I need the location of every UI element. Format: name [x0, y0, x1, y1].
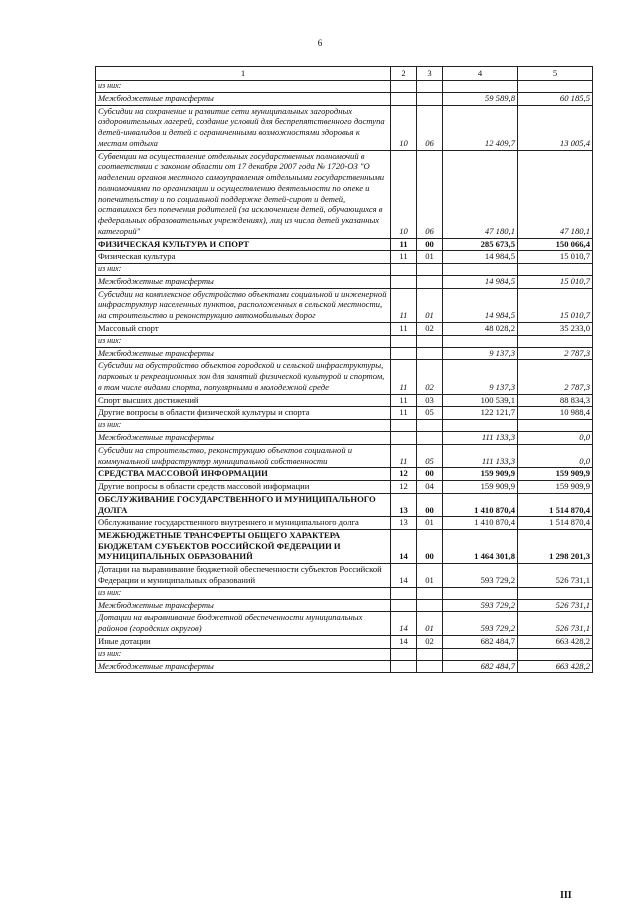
- row-value-2014-cell: 2 787,3: [518, 360, 593, 394]
- row-value-2013-cell: 682 484,7: [443, 660, 518, 673]
- row-subsection-cell: 00: [417, 468, 443, 481]
- table-row: [96, 517, 593, 530]
- row-section-cell: 14: [391, 529, 417, 563]
- table-row: [96, 347, 593, 360]
- row-value-2014-cell: 526 731,1: [518, 612, 593, 635]
- header-row: [96, 67, 593, 81]
- row-subsection-cell: 02: [417, 635, 443, 648]
- row-value-2013-cell: [443, 648, 518, 660]
- row-value-2014-cell: [518, 587, 593, 599]
- footer-mark: ІІІ: [560, 890, 572, 901]
- row-section-cell: 13: [391, 517, 417, 530]
- row-name-cell: Обслуживание государственного внутреннего и муниципального долга: [96, 517, 391, 530]
- row-name-cell: Субсидии на комплексное обустройство объектами социальной и инженерной инфраструктур населенных пунктов, расположенных в сельской местности, на строительство и реконструкцию автомобильных дорог: [96, 288, 391, 322]
- row-subsection-cell: 06: [417, 105, 443, 150]
- row-section-cell: 14: [391, 612, 417, 635]
- table-row: [96, 276, 593, 289]
- row-section-cell: 11: [391, 360, 417, 394]
- row-name-cell: Субсидии на строительство, реконструкцию объектов социальной и коммунальной инфраструктур муниципальной собственности: [96, 444, 391, 467]
- table-row: [96, 599, 593, 612]
- table-row: [96, 587, 593, 599]
- row-section-cell: 14: [391, 564, 417, 587]
- row-subsection-cell: [417, 599, 443, 612]
- row-section-cell: [391, 335, 417, 347]
- row-subsection-cell: 00: [417, 238, 443, 251]
- row-value-2013-cell: [443, 587, 518, 599]
- row-section-cell: 10: [391, 105, 417, 150]
- row-section-cell: 11: [391, 322, 417, 335]
- row-section-cell: 10: [391, 150, 417, 238]
- row-section-cell: [391, 648, 417, 660]
- row-subsection-cell: [417, 81, 443, 93]
- row-subsection-cell: [417, 276, 443, 289]
- row-section-cell: [391, 81, 417, 93]
- row-name-cell: Межбюджетные трансферты: [96, 660, 391, 673]
- row-name-cell: Субвенции на осуществление отдельных государственных полномочий в соответствии с законом области от 17 декабря 2007 года № 1720-ОЗ "О наделении органов местного самоуправления отдельными государственными полномочиями по организации и осуществлению деятельности по опеке и попечительству и по социальной поддержке детей-сирот и детей, оставшихся без попечения родителей (за исключением детей, обучающихся в федеральных образовательных учреждениях), лиц из числа детей указанных категорий": [96, 150, 391, 238]
- row-value-2014-cell: 663 428,2: [518, 660, 593, 673]
- row-value-2014-cell: 13 005,4: [518, 105, 593, 150]
- row-value-2014-cell: [518, 335, 593, 347]
- row-name-cell: из них:: [96, 420, 391, 432]
- table-row: [96, 612, 593, 635]
- row-name-cell: Межбюджетные трансферты: [96, 93, 391, 106]
- row-value-2014-cell: 1 298 201,3: [518, 529, 593, 563]
- header-col-5: 5: [518, 67, 593, 81]
- row-name-cell: Межбюджетные трансферты: [96, 599, 391, 612]
- table-row: [96, 660, 593, 673]
- row-value-2014-cell: 10 988,4: [518, 407, 593, 420]
- table-row: [96, 322, 593, 335]
- row-section-cell: 11: [391, 288, 417, 322]
- row-name-cell: МЕЖБЮДЖЕТНЫЕ ТРАНСФЕРТЫ ОБЩЕГО ХАРАКТЕРА БЮДЖЕТАМ СУБЪЕКТОВ РОССИЙСКОЙ ФЕДЕРАЦИИ И МУНИЦИПАЛЬНЫХ ОБРАЗОВАНИЙ: [96, 529, 391, 563]
- row-subsection-cell: [417, 587, 443, 599]
- table-row: [96, 288, 593, 322]
- row-name-cell: из них:: [96, 648, 391, 660]
- row-section-cell: 11: [391, 251, 417, 264]
- row-subsection-cell: 01: [417, 517, 443, 530]
- row-name-cell: Дотации на выравнивание бюджетной обеспеченности субъектов Российской Федерации и муниципальных образований: [96, 564, 391, 587]
- row-value-2014-cell: [518, 420, 593, 432]
- row-name-cell: Физическая культура: [96, 251, 391, 264]
- row-subsection-cell: 06: [417, 150, 443, 238]
- row-section-cell: 14: [391, 635, 417, 648]
- row-value-2014-cell: 88 834,3: [518, 394, 593, 407]
- row-value-2014-cell: [518, 264, 593, 276]
- row-value-2014-cell: [518, 81, 593, 93]
- row-subsection-cell: 00: [417, 493, 443, 516]
- table-row: [96, 93, 593, 106]
- row-value-2013-cell: [443, 335, 518, 347]
- row-name-cell: СРЕДСТВА МАССОВОЙ ИНФОРМАЦИИ: [96, 468, 391, 481]
- row-value-2014-cell: 0,0: [518, 444, 593, 467]
- row-name-cell: Дотации на выравнивание бюджетной обеспеченности муниципальных районов (городских округов): [96, 612, 391, 635]
- row-subsection-cell: 02: [417, 322, 443, 335]
- header-col-4: 4: [443, 67, 518, 81]
- table-row: [96, 420, 593, 432]
- row-name-cell: Межбюджетные трансферты: [96, 276, 391, 289]
- row-section-cell: 11: [391, 444, 417, 467]
- row-value-2014-cell: 60 185,5: [518, 93, 593, 106]
- row-subsection-cell: [417, 432, 443, 445]
- table-row: [96, 251, 593, 264]
- row-name-cell: из них:: [96, 81, 391, 93]
- row-value-2013-cell: 48 028,2: [443, 322, 518, 335]
- row-name-cell: ОБСЛУЖИВАНИЕ ГОСУДАРСТВЕННОГО И МУНИЦИПАЛЬНОГО ДОЛГА: [96, 493, 391, 516]
- table-row: [96, 238, 593, 251]
- row-section-cell: [391, 276, 417, 289]
- row-section-cell: 12: [391, 468, 417, 481]
- budget-table: [95, 66, 593, 673]
- row-subsection-cell: 03: [417, 394, 443, 407]
- row-subsection-cell: [417, 347, 443, 360]
- row-value-2013-cell: 122 121,7: [443, 407, 518, 420]
- row-value-2013-cell: [443, 81, 518, 93]
- table-row: [96, 81, 593, 93]
- row-subsection-cell: [417, 660, 443, 673]
- row-subsection-cell: 05: [417, 407, 443, 420]
- row-value-2014-cell: 1 514 870,4: [518, 493, 593, 516]
- row-name-cell: Другие вопросы в области физической культуры и спорта: [96, 407, 391, 420]
- row-value-2014-cell: 526 731,1: [518, 599, 593, 612]
- row-value-2014-cell: 159 909,9: [518, 468, 593, 481]
- row-value-2013-cell: 159 909,9: [443, 468, 518, 481]
- row-name-cell: из них:: [96, 587, 391, 599]
- row-value-2014-cell: 15 010,7: [518, 276, 593, 289]
- row-value-2013-cell: 12 409,7: [443, 105, 518, 150]
- row-value-2013-cell: 59 589,8: [443, 93, 518, 106]
- row-value-2013-cell: [443, 420, 518, 432]
- table-row: [96, 105, 593, 150]
- table-row: [96, 264, 593, 276]
- row-value-2014-cell: 526 731,1: [518, 564, 593, 587]
- row-value-2014-cell: 2 787,3: [518, 347, 593, 360]
- row-name-cell: Межбюджетные трансферты: [96, 432, 391, 445]
- row-value-2013-cell: 593 729,2: [443, 599, 518, 612]
- row-value-2013-cell: 111 133,3: [443, 444, 518, 467]
- row-subsection-cell: [417, 648, 443, 660]
- row-section-cell: [391, 93, 417, 106]
- row-section-cell: [391, 599, 417, 612]
- row-section-cell: [391, 660, 417, 673]
- row-value-2013-cell: 9 137,3: [443, 347, 518, 360]
- row-subsection-cell: 02: [417, 360, 443, 394]
- row-name-cell: Иные дотации: [96, 635, 391, 648]
- table-row: [96, 407, 593, 420]
- row-name-cell: Другие вопросы в области средств массовой информации: [96, 481, 391, 494]
- table-row: [96, 493, 593, 516]
- row-value-2013-cell: 9 137,3: [443, 360, 518, 394]
- row-value-2013-cell: 682 484,7: [443, 635, 518, 648]
- header-col-3: 3: [417, 67, 443, 81]
- row-section-cell: [391, 420, 417, 432]
- row-value-2013-cell: [443, 264, 518, 276]
- row-section-cell: 11: [391, 394, 417, 407]
- row-value-2014-cell: 663 428,2: [518, 635, 593, 648]
- table-row: [96, 150, 593, 238]
- row-section-cell: 12: [391, 481, 417, 494]
- row-value-2013-cell: 159 909,9: [443, 481, 518, 494]
- row-subsection-cell: 01: [417, 612, 443, 635]
- row-value-2014-cell: 47 180,1: [518, 150, 593, 238]
- row-name-cell: Межбюджетные трансферты: [96, 347, 391, 360]
- row-value-2014-cell: 35 233,0: [518, 322, 593, 335]
- row-name-cell: ФИЗИЧЕСКАЯ КУЛЬТУРА И СПОРТ: [96, 238, 391, 251]
- row-value-2013-cell: 100 539,1: [443, 394, 518, 407]
- row-value-2013-cell: 47 180,1: [443, 150, 518, 238]
- table-row: [96, 481, 593, 494]
- row-value-2014-cell: 150 066,4: [518, 238, 593, 251]
- table-row: [96, 444, 593, 467]
- row-subsection-cell: 00: [417, 529, 443, 563]
- row-value-2013-cell: 1 410 870,4: [443, 517, 518, 530]
- table-row: [96, 635, 593, 648]
- row-value-2014-cell: 1 514 870,4: [518, 517, 593, 530]
- row-value-2014-cell: [518, 648, 593, 660]
- table-row: [96, 564, 593, 587]
- row-value-2013-cell: 285 673,5: [443, 238, 518, 251]
- row-subsection-cell: [417, 264, 443, 276]
- row-name-cell: Субсидии на обустройство объектов городской и сельской инфраструктуры, парковых и рекреационных зон для занятий физической культурой и спортом, в том числе видами спорта, популярными в молодежной среде: [96, 360, 391, 394]
- row-subsection-cell: [417, 420, 443, 432]
- row-subsection-cell: [417, 93, 443, 106]
- row-subsection-cell: 04: [417, 481, 443, 494]
- row-name-cell: из них:: [96, 264, 391, 276]
- row-name-cell: Массовый спорт: [96, 322, 391, 335]
- row-section-cell: 13: [391, 493, 417, 516]
- row-value-2013-cell: 14 984,5: [443, 251, 518, 264]
- row-value-2014-cell: 15 010,7: [518, 251, 593, 264]
- row-subsection-cell: 05: [417, 444, 443, 467]
- row-value-2014-cell: 0,0: [518, 432, 593, 445]
- row-value-2013-cell: 593 729,2: [443, 564, 518, 587]
- table-row: [96, 432, 593, 445]
- table-row: [96, 335, 593, 347]
- row-section-cell: [391, 432, 417, 445]
- row-subsection-cell: 01: [417, 288, 443, 322]
- row-value-2014-cell: 159 909,9: [518, 481, 593, 494]
- row-section-cell: [391, 264, 417, 276]
- table-row: [96, 360, 593, 394]
- row-name-cell: Спорт высших достижений: [96, 394, 391, 407]
- header-col-1: 1: [96, 67, 391, 81]
- row-section-cell: 11: [391, 407, 417, 420]
- row-value-2013-cell: 1 464 301,8: [443, 529, 518, 563]
- row-value-2013-cell: 14 984,5: [443, 288, 518, 322]
- row-name-cell: Субсидии на сохранение и развитие сети муниципальных загородных оздоровительных лагерей, создание условий для беспрепятственного доступа детей-инвалидов и детей с ограниченными возможностями здоровья к местам отдыха: [96, 105, 391, 150]
- row-value-2013-cell: 14 984,5: [443, 276, 518, 289]
- table-row: [96, 648, 593, 660]
- row-value-2013-cell: 1 410 870,4: [443, 493, 518, 516]
- row-subsection-cell: [417, 335, 443, 347]
- row-subsection-cell: 01: [417, 564, 443, 587]
- table-row: [96, 529, 593, 563]
- row-section-cell: 11: [391, 238, 417, 251]
- table-row: [96, 394, 593, 407]
- row-subsection-cell: 01: [417, 251, 443, 264]
- row-name-cell: из них:: [96, 335, 391, 347]
- table-row: [96, 468, 593, 481]
- row-value-2014-cell: 15 010,7: [518, 288, 593, 322]
- row-value-2013-cell: 593 729,2: [443, 612, 518, 635]
- row-section-cell: [391, 347, 417, 360]
- row-section-cell: [391, 587, 417, 599]
- header-col-2: 2: [391, 67, 417, 81]
- budget-table-body: [96, 67, 593, 673]
- page-number: 6: [317, 38, 323, 48]
- row-value-2013-cell: 111 133,3: [443, 432, 518, 445]
